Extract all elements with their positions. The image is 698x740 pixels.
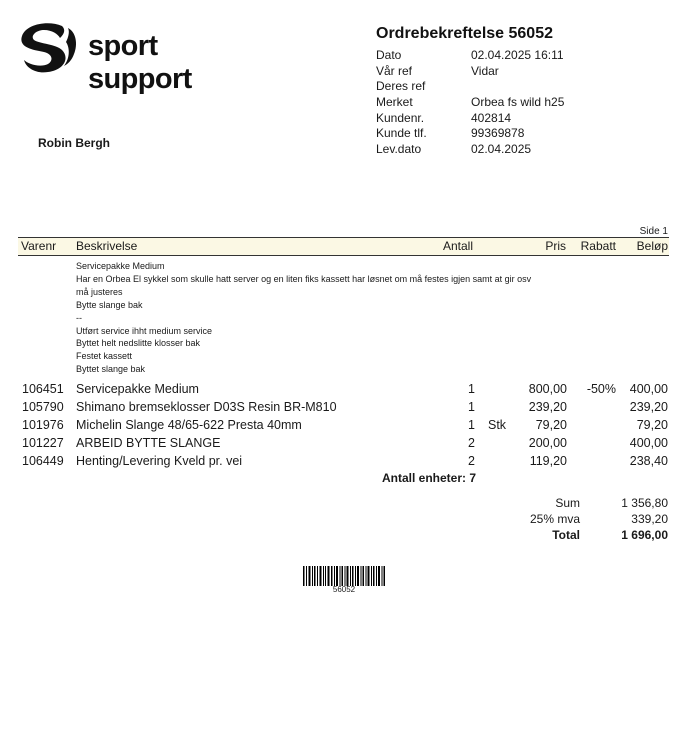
company-logo xyxy=(18,22,253,95)
note-line: Bytte slange bak xyxy=(76,299,143,310)
barcode-number: 56052 xyxy=(332,585,356,594)
meta-row xyxy=(376,142,564,158)
item-belop: 400,00 xyxy=(629,436,668,450)
col-antall: Antall xyxy=(443,239,474,253)
item-varenr: 106451 xyxy=(22,382,64,396)
total-value: 1 696,00 xyxy=(621,528,668,542)
meta-label: Deres ref xyxy=(376,79,426,94)
item-belop: 238,40 xyxy=(629,454,668,468)
note-line: Utført service ihht medium service xyxy=(76,325,213,336)
item-antall: 2 xyxy=(468,454,475,468)
item-beskrivelse: Shimano bremseklosser D03S Resin BR-M810 xyxy=(76,400,337,414)
item-pris: 119,20 xyxy=(529,454,567,468)
meta-value: 402814 xyxy=(471,110,512,125)
item-belop: 79,20 xyxy=(636,418,668,432)
table-row xyxy=(0,382,698,400)
meta-value: Orbea fs wild h25 xyxy=(471,95,565,110)
item-enhet: Stk xyxy=(488,418,507,432)
item-antall: 1 xyxy=(468,418,475,432)
table-row xyxy=(0,454,698,472)
item-pris: 800,00 xyxy=(528,382,567,396)
note-line: Byttet slange bak xyxy=(76,364,146,375)
col-varenr: Varenr xyxy=(21,239,57,253)
customer-name: Robin Bergh xyxy=(38,136,110,150)
meta-label: Kundenr. xyxy=(376,110,425,125)
meta-value: 99369878 xyxy=(471,126,525,141)
item-antall: 1 xyxy=(468,400,475,414)
sum-label: Sum xyxy=(555,496,580,510)
meta-row xyxy=(376,111,564,127)
meta-row xyxy=(376,64,564,80)
item-beskrivelse: Michelin Slange 48/65-622 Presta 40mm xyxy=(76,418,302,432)
note-line: Servicepakke Medium xyxy=(76,261,165,271)
item-varenr: 106449 xyxy=(22,454,64,468)
item-varenr: 101976 xyxy=(22,418,64,432)
service-note xyxy=(76,260,576,376)
item-rabatt: -50% xyxy=(586,382,616,396)
barcode-icon xyxy=(303,566,385,586)
col-pris: Pris xyxy=(545,239,566,253)
meta-label: Merket xyxy=(376,95,413,110)
brand-name: sport support xyxy=(88,30,192,95)
vat-value: 339,20 xyxy=(631,512,668,526)
col-belop: Beløp xyxy=(636,239,668,253)
meta-row xyxy=(376,79,564,95)
item-pris: 200,00 xyxy=(528,436,567,450)
note-line: Har en Orbea El sykkel som skulle hatt server og en liten fiks kassett har løsnet om må festes igjen samt at gir osv xyxy=(76,273,532,284)
col-beskrivelse: Beskrivelse xyxy=(76,239,138,253)
note-line: må justeres xyxy=(76,286,123,297)
sum-value: 1 356,80 xyxy=(621,496,668,510)
table-row xyxy=(0,418,698,436)
item-belop: 400,00 xyxy=(629,382,668,396)
document-title: Ordrebekreftelse 56052 xyxy=(376,25,553,42)
meta-row xyxy=(376,126,564,142)
note-line: Festet kassett xyxy=(76,351,133,362)
col-rabatt: Rabatt xyxy=(580,239,616,253)
sport-support-logo-icon xyxy=(18,22,80,76)
page-number: Side 1 xyxy=(639,226,668,237)
meta-row xyxy=(376,95,564,111)
meta-value: Vidar xyxy=(471,63,499,78)
item-belop: 239,20 xyxy=(629,400,668,414)
meta-label: Lev.dato xyxy=(376,142,422,157)
meta-value: 02.04.2025 xyxy=(471,142,532,157)
item-antall: 2 xyxy=(468,436,475,450)
meta-label: Kunde tlf. xyxy=(376,126,427,141)
units-count: Antall enheter: 7 xyxy=(382,471,477,485)
meta-label: Vår ref xyxy=(376,63,413,78)
total-label: Total xyxy=(552,528,580,542)
note-line: -- xyxy=(76,312,82,323)
item-antall: 1 xyxy=(468,382,475,396)
meta-label: Dato xyxy=(376,48,402,62)
note-line: Byttet helt nedslitte klosser bak xyxy=(76,338,201,349)
item-beskrivelse: Henting/Levering Kveld pr. vei xyxy=(76,454,243,468)
item-varenr: 105790 xyxy=(22,400,64,414)
meta-row xyxy=(376,48,564,64)
table-header xyxy=(18,237,669,256)
item-pris: 79,20 xyxy=(535,418,567,432)
item-beskrivelse: Servicepakke Medium xyxy=(76,382,199,396)
vat-label: 25% mva xyxy=(529,512,580,526)
meta-value: 02.04.2025 16:11 xyxy=(471,48,564,62)
table-row xyxy=(0,400,698,418)
item-beskrivelse: ARBEID BYTTE SLANGE xyxy=(76,436,221,450)
item-pris: 239,20 xyxy=(528,400,567,414)
order-meta xyxy=(376,48,564,158)
table-row xyxy=(0,436,698,454)
item-varenr: 101227 xyxy=(22,436,64,450)
